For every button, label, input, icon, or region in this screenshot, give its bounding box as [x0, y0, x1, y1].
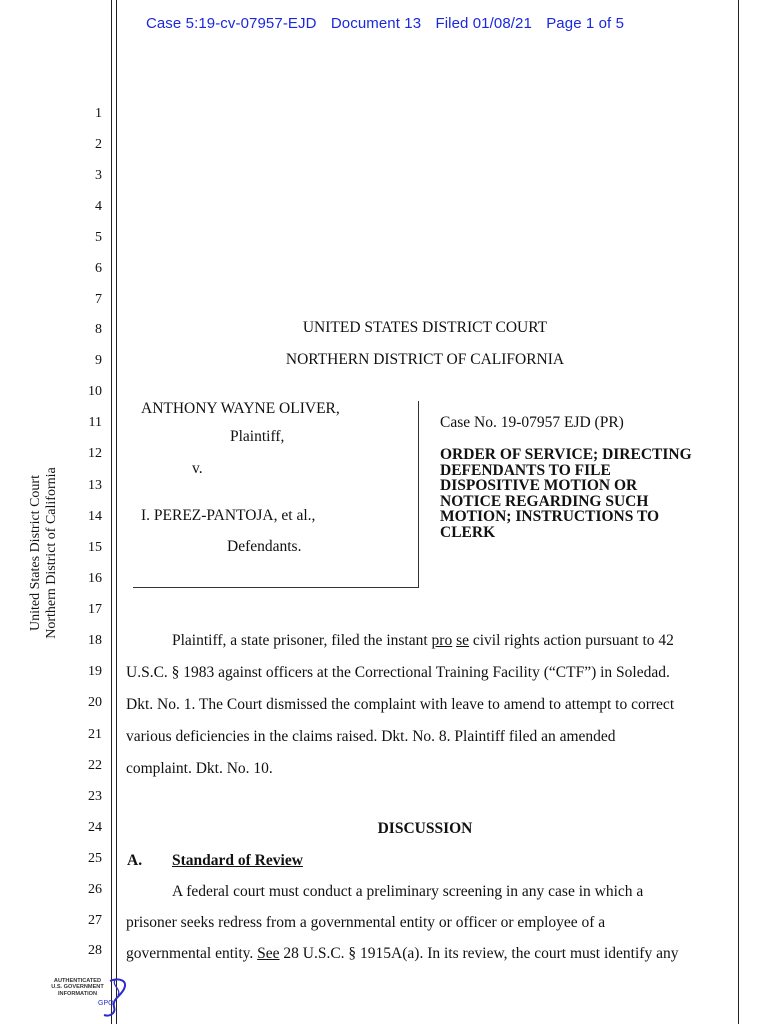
section-letter: A. [127, 852, 143, 869]
case-number-caption: Case No. 19-07957 EJD (PR) [440, 414, 624, 431]
see-signal: See [257, 945, 280, 962]
plaintiff-name: ANTHONY WAYNE OLIVER, [141, 400, 340, 417]
right-margin-rule [738, 0, 739, 1024]
versus: v. [192, 460, 203, 477]
line-number: 3 [95, 168, 102, 183]
gpo-text-line: AUTHENTICATED [53, 978, 102, 984]
defendant-name: I. PEREZ-PANTOJA, et al., [141, 507, 316, 524]
line-number: 27 [88, 913, 102, 928]
document-number: Document 13 [330, 15, 422, 32]
line-number: 22 [88, 758, 102, 773]
body-line-19: U.S.C. § 1983 against officers at the Correctional Training Facility (“CTF”) in Soledad. [126, 664, 670, 681]
court-district: NORTHERN DISTRICT OF CALIFORNIA [285, 351, 565, 368]
court-name: UNITED STATES DISTRICT COURT [302, 319, 548, 336]
line-number: 12 [88, 446, 102, 461]
line-number: 28 [88, 943, 102, 958]
line-number: 25 [88, 851, 102, 866]
body-line-21: various deficiencies in the claims raised. Dkt. No. 8. Plaintiff filed an amended [126, 728, 616, 745]
caption-divider-horizontal [133, 587, 419, 588]
body-line-22: complaint. Dkt. No. 10. [126, 760, 273, 777]
sidebar-line-2: Northern District of California [44, 467, 59, 639]
order-title-line: ORDER OF SERVICE; DIRECTING [440, 446, 692, 463]
left-margin-rule-1 [111, 0, 112, 1024]
line-number: 18 [88, 633, 102, 648]
gpo-text-line: INFORMATION [57, 990, 98, 997]
body-line-28: governmental entity. See 28 U.S.C. § 1915A(a). In its review, the court must identify any [126, 945, 679, 962]
body-line-27: prisoner seeks redress from a governmental entity or officer or employee of a [126, 914, 606, 931]
pro-italic: pro [431, 632, 453, 649]
line-number: 7 [95, 292, 102, 307]
body-line-20: Dkt. No. 1. The Court dismissed the complaint with leave to amend to attempt to correct [126, 696, 675, 713]
gpo-authentication-seal [40, 975, 135, 1020]
line-number: 13 [88, 478, 102, 493]
line-number: 19 [88, 664, 102, 679]
order-title [440, 447, 730, 541]
line-number: 1 [95, 106, 102, 121]
gpo-text-line: U.S. GOVERNMENT [51, 984, 104, 991]
gpo-eagle-icon [40, 975, 135, 1020]
line-number: 16 [88, 571, 102, 586]
plaintiff-role: Plaintiff, [230, 428, 285, 445]
sidebar-line-1: United States District Court [28, 475, 43, 631]
line-number: 15 [88, 540, 102, 555]
body-line-26: A federal court must conduct a preliminary screening in any case in which a [172, 883, 644, 900]
line-number: 10 [88, 384, 102, 399]
case-number: Case 5:19-cv-07957-EJD [145, 15, 317, 32]
order-title-line: DISPOSITIVE MOTION OR [440, 477, 638, 495]
line-number: 5 [95, 230, 102, 245]
defendant-role: Defendants. [227, 538, 302, 555]
line-number: 14 [88, 509, 102, 524]
se-italic: se [456, 632, 469, 649]
line-number: 21 [88, 727, 102, 742]
order-title-line: MOTION; INSTRUCTIONS TO [440, 508, 660, 526]
line-number: 9 [95, 353, 102, 368]
court-sidebar [28, 373, 60, 733]
order-title-line: CLERK [440, 523, 496, 541]
order-title-line: DEFENDANTS TO FILE [440, 461, 611, 479]
section-title: Standard of Review [172, 852, 303, 869]
line-number: 11 [88, 415, 102, 430]
line-number: 17 [88, 602, 102, 617]
line-number: 20 [88, 695, 102, 710]
gpo-mark: GPO [98, 1000, 114, 1007]
filed-date: Filed 01/08/21 [435, 15, 532, 32]
discussion-heading: DISCUSSION [377, 820, 473, 837]
line-number: 26 [88, 882, 102, 897]
left-margin-rule-2 [116, 0, 117, 1024]
line-number: 6 [95, 261, 102, 276]
line-number: 2 [95, 137, 102, 152]
caption-divider-vertical [418, 401, 419, 587]
order-title-line: NOTICE REGARDING SUCH [440, 492, 649, 510]
line-number: 4 [95, 199, 102, 214]
body-line-18: Plaintiff, a state prisoner, filed the instant pro se civil rights action pursuant to 42 [172, 632, 674, 649]
line-number: 23 [88, 789, 102, 804]
line-number: 24 [88, 820, 102, 835]
page-number: Page 1 of 5 [546, 15, 625, 32]
line-number: 8 [95, 322, 102, 337]
